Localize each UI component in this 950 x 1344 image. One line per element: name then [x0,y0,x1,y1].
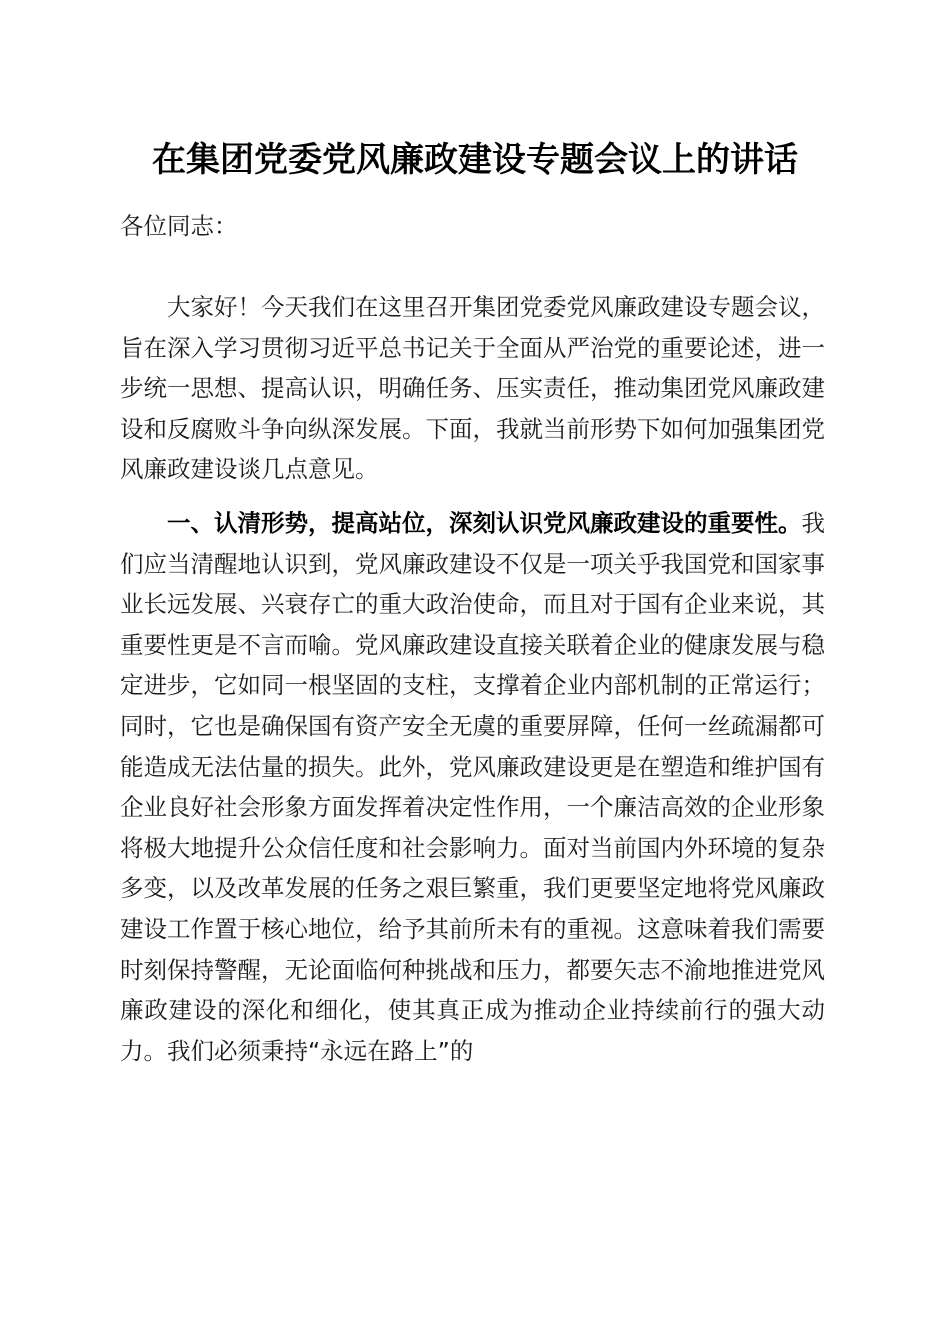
salutation: 各位同志： [120,212,238,240]
section-heading: 一、认清形势，提高站位，深刻认识党风廉政建设的重要性。 [167,509,802,537]
document-title: 在集团党委党风廉政建设专题会议上的讲话 [152,140,798,180]
paragraph-opening: 大家好！今天我们在这里召开集团党委党风廉政建设专题会议，旨在深入学习贯彻习近平总书记关于全面从严治党的重要论述，进一步统一思想、提高认识，明确任务、压实责任，推动集团党风廉政建设和反腐败斗争向纵深发展。下面，我就当前形势下如何加强集团党风廉政建设谈几点意见。 [120,293,825,484]
section-body: 我们应当清醒地认识到，党风廉政建设不仅是一项关乎我国党和国家事业长远发展、兴衰存亡的重大政治使命，而且对于国有企业来说，其重要性更是不言而喻。党风廉政建设直接关联着企业的健康发展与稳定进步，它如同一根坚固的支柱，支撑着企业内部机制的正常运行；同时，它也是确保国有资产安全无虞的重要屏障，任何一丝疏漏都可能造成无法估量的损失。此外，党风廉政建设更是在塑造和维护国有企业良好社会形象方面发挥着决定性作用，一个廉洁高效的企业形象将极大地提升公众信任度和社会影响力。面对当前国内外环境的复杂多变，以及改革发展的任务之艰巨繁重，我们更要坚定地将党风廉政建设工作置于核心地位，给予其前所未有的重视。这意味着我们需要时刻保持警醒，无论面临何种挑战和压力，都要矢志不渝地推进党风廉政建设的深化和细化，使其真正成为推动企业持续前行的强大动力。我们必须秉持“永远在路上”的 [120,509,825,1065]
paragraph-section-one [120,503,825,1071]
